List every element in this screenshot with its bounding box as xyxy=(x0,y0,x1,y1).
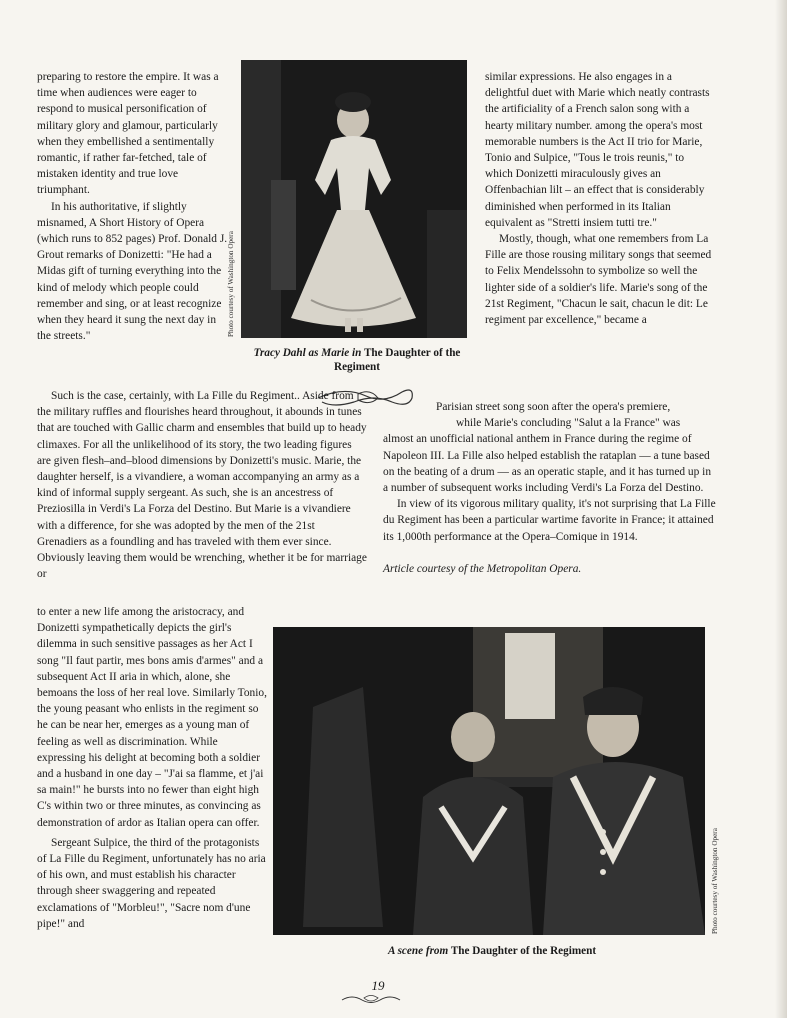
article-column-right-mid xyxy=(383,399,718,577)
article-column-left-bottom xyxy=(37,604,269,932)
paragraph: preparing to restore the empire. It was a time when audiences were eager to respond to musical personification of military glory and glamour, particularly when they embellished a sentimentally romantic, if rather far-fetched, tale of mistaken identity and true love triumphant. xyxy=(37,71,219,197)
paragraph: Sergeant Sulpice, the third of the protagonists of La Fille du Regiment, unfortunately has no aria of his own, and must establish his character through sheer swaggering and repeated exclamations of "Morbleu!", "Sacre nom d'une pipe!" and xyxy=(37,836,266,930)
page-number: 19 xyxy=(371,978,385,993)
article-column-right-top xyxy=(485,69,713,328)
paragraph: Such is the case, certainly, with La Fille du Regiment.. Aside from the military ruffles and flourishes heard throughout, it abounds in tunes that are touched with Gallic charm and ensembles that build up to heady climaxes. For all the unlikelihood of its story, the two leading figures are given flesh–and–blood dimensions by Donizetti's music. Marie, the daughter herself, is a vivandiere, a woman accompanying an army as a kind of informal supply sergeant. As such, she is an ancestress of Preziosilla in Verdi's La Forza del Destino. But Marie is a vivandiere with a difference, for she was adopted by the men of the 21st Grenadiers as a foundling and has traveled with them ever since. Obviously leaving them would be wrenching, whether it be for marriage or xyxy=(37,390,367,581)
paragraph: In view of its vigorous military quality, it's not surprising that La Fille du Regiment has been a particular wartime favorite in France; it attained its 1,000th performance at the Opera–Comique in 1914. xyxy=(383,498,716,543)
photo-credit: Photo courtesy of Washington Opera xyxy=(227,231,235,337)
caption-italic: Tracy Dahl as Marie in xyxy=(253,347,362,359)
photo-marie xyxy=(241,60,467,338)
caption-title: The Daughter of the Regiment xyxy=(450,945,597,957)
article-column-left-wide xyxy=(37,388,367,582)
article-column-left-top xyxy=(37,69,229,344)
paragraph: almost an unofficial national anthem in France during the regime of Napoleon III. La Fille also helped establish the rataplan — a tune based on the beating of a drum — as an operatic staple, and it has turned up in a number of subsequent works including Verdi's La Forza del Destino. xyxy=(383,433,712,495)
paragraph: to enter a new life among the aristocracy, and Donizetti sympathetically depicts the girl's dilemma in such sensitive passages as her Act I song "Il faut partir, mes bons amis d'armes" and a subsequent Act II aria in which, alone, she bemoans the loss of her real love. Similarly Tonio, the young peasant who enlists in the regiment so he can be near her, emerges as a young man of feeling as well as discrimination. While expressing his delight at becoming both a soldier and a husband in one day – "J'ai sa flamme, et j'ai sa main!" he bursts into no fewer than eight high C's within two or three minutes, as convincing as demonstration of ardor as Italian opera can offer. xyxy=(37,606,267,829)
photo-scene xyxy=(273,627,705,935)
photo-caption xyxy=(372,944,612,958)
paragraph: In his authoritative, if slightly misnamed, A Short History of Opera (which runs to 852 pages) Prof. Donald J. Grout remarks of Donizetti: "He had a Midas gift of turning everything into the kind of melody which people could remember and sing, or at least recognize when they heard it sung the next day in the streets." xyxy=(37,200,228,343)
paragraph-line: while Marie's concluding "Salut a la France" was xyxy=(456,417,681,430)
article-courtesy: Article courtesy of the Metropolitan Opera. xyxy=(383,562,582,575)
photo-credit: Photo courtesy of Washington Opera xyxy=(711,828,719,934)
caption-italic: A scene from xyxy=(387,945,449,957)
paragraph: similar expressions. He also engages in a delightful duet with Marie which neatly contrasts the artificiality of a French salon song with a hearty military number. among the opera's most memorable numbers is the Act II trio for Marie, Tonio and Sulpice, "Tous le trois reunis," to which Donizetti miraculously gives an Offenbachian lilt – an effect that is considerably diminished when performed in its Italian equivalent as "Stretti insiem tutti tre." xyxy=(485,71,710,229)
caption-title: The Daughter of the Regiment xyxy=(334,347,461,373)
paragraph: Mostly, though, what one remembers from La Fille are those rousing military songs that seemed to Felix Mendelssohn to symbolize so well the lighter side of a soldier's life. Marie's song of the 21st Regiment, "Chacun le sait, chacun le dit: Le regiment par excellence," became a xyxy=(485,233,712,327)
paragraph-line: Parisian street song soon after the opera's premiere, xyxy=(436,401,671,413)
footer-flourish-icon xyxy=(340,992,402,1006)
photo-caption xyxy=(252,346,462,374)
page-edge xyxy=(775,0,787,1018)
